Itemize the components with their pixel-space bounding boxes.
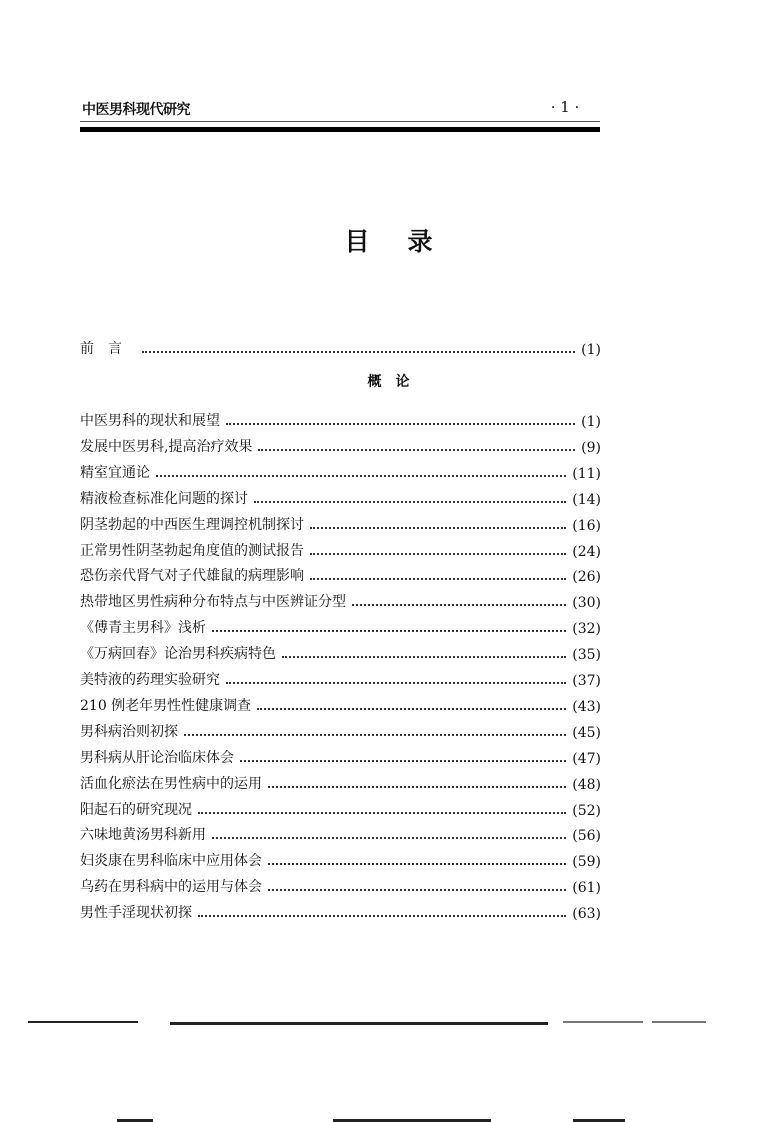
toc-entry[interactable] bbox=[80, 902, 601, 922]
toc-entry-title: 阳起石的研究现况 bbox=[80, 801, 192, 818]
scan-artifact-line bbox=[170, 1022, 548, 1025]
toc-entry[interactable] bbox=[80, 695, 601, 715]
toc-entry[interactable] bbox=[80, 617, 601, 637]
dot-leader bbox=[198, 812, 566, 814]
toc-entry-title: 男科病治则初探 bbox=[80, 723, 178, 740]
toc-entry-page: (30) bbox=[572, 595, 601, 612]
toc-entry-page: (16) bbox=[572, 517, 601, 534]
toc-entry[interactable] bbox=[80, 565, 601, 585]
dot-leader bbox=[257, 708, 566, 710]
toc-entry-title: 正常男性阴茎勃起角度值的测试报告 bbox=[80, 542, 304, 559]
toc-entry-page: (26) bbox=[572, 569, 601, 586]
section-heading: 概论 bbox=[367, 374, 424, 390]
toc-entry-title: 妇炎康在男科临床中应用体会 bbox=[80, 853, 262, 870]
toc-entry-page: (9) bbox=[581, 439, 601, 456]
toc-entry[interactable] bbox=[80, 410, 601, 430]
dot-leader bbox=[198, 915, 566, 917]
toc-entry[interactable] bbox=[80, 436, 601, 456]
toc-entry-page: (1) bbox=[581, 342, 601, 358]
toc-entry[interactable] bbox=[80, 721, 601, 741]
toc-entry-title: 前言 bbox=[80, 341, 136, 357]
toc-entry-page: (52) bbox=[572, 802, 601, 819]
toc-entry[interactable] bbox=[80, 850, 601, 870]
toc-entry-title: 210 例老年男性性健康调查 bbox=[80, 697, 252, 714]
scan-artifact-line bbox=[563, 1021, 643, 1023]
toc-entry-title: 男科病从肝论治临床体会 bbox=[80, 749, 234, 766]
toc-entry[interactable] bbox=[80, 540, 601, 560]
toc-entry-title: 发展中医男科,提高治疗效果 bbox=[80, 438, 253, 455]
dot-leader bbox=[282, 656, 566, 658]
toc-entry[interactable] bbox=[80, 747, 601, 767]
dot-leader bbox=[310, 527, 566, 529]
scan-artifact-line bbox=[652, 1021, 706, 1023]
dot-leader bbox=[254, 501, 566, 503]
toc-entry[interactable] bbox=[80, 591, 601, 611]
toc-entry-page: (1) bbox=[581, 414, 601, 430]
toc-entry-page: (32) bbox=[572, 621, 601, 638]
toc-entry[interactable] bbox=[80, 643, 601, 663]
toc-entry-title: 《傅青主男科》浅析 bbox=[80, 620, 206, 637]
dot-leader bbox=[268, 786, 566, 788]
toc-entry[interactable] bbox=[80, 799, 601, 819]
toc-entry-page: (48) bbox=[572, 776, 601, 793]
toc-entry-title: 《万病回春》论治男科疾病特色 bbox=[80, 646, 276, 663]
dot-leader bbox=[310, 553, 566, 555]
toc-entry[interactable] bbox=[80, 488, 601, 508]
dot-leader bbox=[226, 682, 566, 684]
toc-entry-page: (47) bbox=[572, 750, 601, 767]
toc-entry-page: (56) bbox=[572, 828, 601, 845]
toc-entry-title: 男性手淫现状初探 bbox=[80, 905, 192, 922]
toc-entry-title: 六味地黄汤男科新用 bbox=[80, 827, 206, 844]
dot-leader bbox=[310, 578, 566, 580]
page-number: · 1 · bbox=[550, 98, 580, 116]
dot-leader bbox=[268, 889, 566, 891]
toc-entry-title: 中医男科的现状和展望 bbox=[80, 413, 220, 429]
toc-entry-title: 活血化瘀法在男性病中的运用 bbox=[80, 775, 262, 792]
dot-leader bbox=[212, 837, 566, 839]
dot-leader bbox=[226, 423, 575, 425]
toc-entry-title: 精室宜通论 bbox=[80, 464, 150, 481]
toc-entry-preface[interactable] bbox=[80, 338, 601, 358]
dot-leader bbox=[184, 734, 566, 736]
running-header-title: 中医男科现代研究 bbox=[82, 102, 190, 118]
header-rule-thick bbox=[80, 127, 600, 132]
page-title: 目录 bbox=[344, 227, 471, 256]
header-rule-thin bbox=[80, 121, 600, 122]
toc-entry[interactable] bbox=[80, 824, 601, 844]
toc-entry[interactable] bbox=[80, 876, 601, 896]
dot-leader bbox=[156, 475, 566, 477]
toc-entry-page: (61) bbox=[572, 880, 601, 897]
dot-leader bbox=[240, 760, 566, 762]
toc-entry-page: (24) bbox=[572, 543, 601, 560]
toc-entry-title: 恐伤亲代肾气对子代雄鼠的病理影响 bbox=[80, 568, 304, 585]
toc-entry[interactable] bbox=[80, 669, 601, 689]
toc-entry-title: 乌药在男科病中的运用与体会 bbox=[80, 879, 262, 896]
toc-entry[interactable] bbox=[80, 514, 601, 534]
scan-artifact-line bbox=[28, 1021, 138, 1023]
toc-entry-page: (35) bbox=[572, 647, 601, 664]
dot-leader bbox=[258, 449, 575, 451]
toc-entry-title: 热带地区男性病种分布特点与中医辨证分型 bbox=[80, 594, 346, 611]
dot-leader bbox=[142, 351, 575, 353]
toc-entry-page: (45) bbox=[572, 724, 601, 741]
toc-entry-title: 精液检查标准化问题的探讨 bbox=[80, 490, 248, 507]
toc-entry[interactable] bbox=[80, 773, 601, 793]
toc-entry[interactable] bbox=[80, 462, 601, 482]
toc-entry-page: (63) bbox=[572, 906, 601, 923]
toc-entry-title: 美特液的药理实验研究 bbox=[80, 672, 220, 688]
toc-entry-page: (14) bbox=[572, 491, 601, 508]
toc-entry-page: (59) bbox=[572, 854, 601, 871]
toc-entry-page: (37) bbox=[572, 673, 601, 689]
toc-entry-title: 阴茎勃起的中西医生理调控机制探讨 bbox=[80, 516, 304, 533]
toc-entry-page: (43) bbox=[572, 698, 601, 715]
dot-leader bbox=[212, 630, 566, 632]
dot-leader bbox=[268, 863, 566, 865]
toc-entry-page: (11) bbox=[572, 465, 601, 482]
dot-leader bbox=[352, 604, 566, 606]
